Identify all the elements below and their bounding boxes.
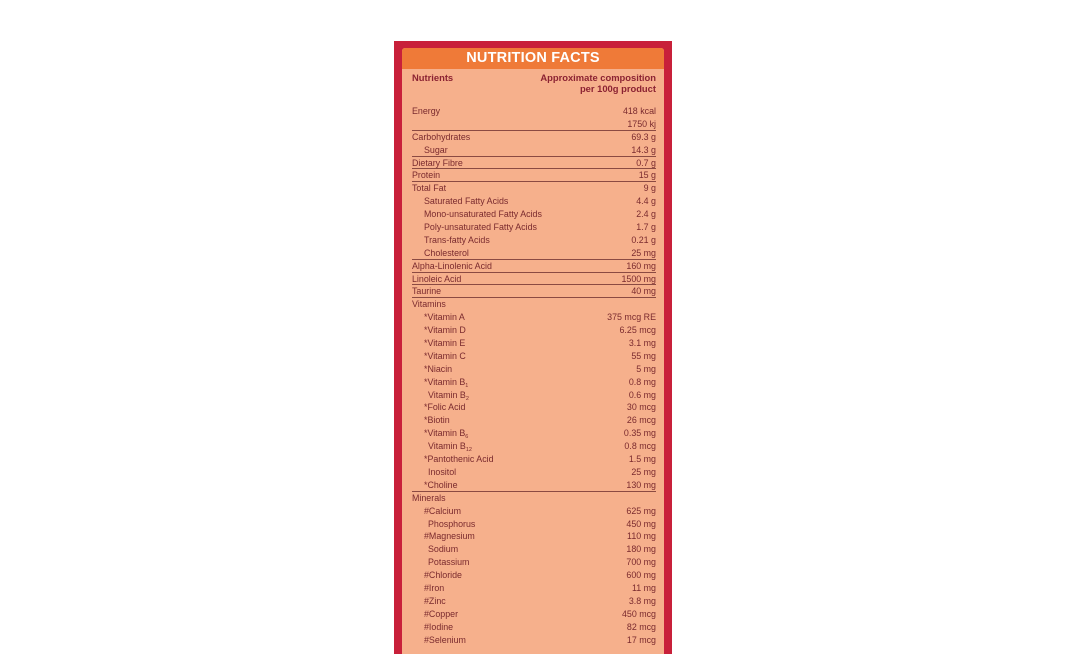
nutrient-value: 14.3 g: [631, 144, 656, 155]
nutrient-value: 1750 kj: [627, 118, 656, 129]
nutrient-name: [428, 389, 469, 402]
nutrient-row: [402, 118, 664, 131]
nutrient-name: [424, 234, 490, 247]
nutrient-name: [424, 595, 446, 608]
nutrient-row: [402, 221, 664, 234]
nutrient-row: [402, 479, 664, 492]
nutrient-name: [428, 518, 475, 531]
nutrient-name-text: Vitamin B: [428, 389, 466, 400]
nutrient-name-text: Potassium: [428, 557, 470, 568]
nutrient-row: [402, 337, 664, 350]
nutrient-row: [402, 569, 664, 582]
nutrient-value: 26 mcg: [626, 415, 656, 426]
nutrient-row: [402, 144, 664, 157]
nutrient-name: [424, 311, 465, 324]
nutrient-subscript: 6: [465, 434, 469, 441]
nutrient-name-text: Trans-fatty Acids: [424, 234, 490, 245]
nutrient-value: 700 mg: [626, 557, 656, 568]
nutrient-name: [428, 556, 469, 569]
nutrient-row: [402, 311, 664, 324]
nutrients-column-header: Nutrients: [412, 72, 454, 83]
nutrient-name-text: Carbohydrates: [412, 131, 471, 142]
nutrient-name-text: Taurine: [412, 286, 442, 297]
nutrient-value: 130 mg: [626, 479, 656, 490]
nutrient-name-text: *Vitamin B: [424, 428, 466, 439]
nutrient-value: 17 mcg: [626, 634, 656, 645]
nutrient-row: [402, 466, 664, 479]
nutrient-value: 1.7 g: [636, 222, 656, 233]
nutrient-name-text: #Iron: [424, 582, 445, 593]
nutrient-row: [402, 208, 664, 221]
nutrient-row: [402, 157, 664, 170]
nutrient-row: [402, 440, 664, 453]
nutrient-name: [424, 401, 465, 414]
nutrient-value: 625 mg: [626, 505, 656, 516]
nutrient-name-text: Inositol: [428, 466, 457, 477]
nutrient-row: [402, 234, 664, 247]
nutrient-row: [402, 543, 664, 556]
nutrient-row: [402, 608, 664, 621]
nutrient-name: [424, 195, 508, 208]
nutrient-row: [402, 621, 664, 634]
nutrient-name-text: Cholesterol: [424, 247, 469, 258]
nutrient-name-text: #Selenium: [424, 634, 466, 645]
nutrient-value: 40 mg: [631, 286, 656, 297]
nutrient-name-text: Poly-unsaturated Fatty Acids: [424, 222, 537, 233]
nutrient-row: [402, 182, 664, 195]
nutrient-row: [402, 595, 664, 608]
nutrient-name: [412, 273, 461, 286]
nutrition-panel: [394, 41, 672, 654]
nutrient-row: [402, 131, 664, 144]
nutrient-row: [402, 401, 664, 414]
nutrient-name: [424, 427, 468, 440]
nutrient-row: [402, 350, 664, 363]
nutrient-value: 55 mg: [631, 350, 656, 361]
nutrient-value: 450 mg: [626, 518, 656, 529]
nutrient-value: 30 mcg: [626, 402, 656, 413]
nutrient-name: [424, 324, 466, 337]
nutrient-name-text: *Folic Acid: [424, 402, 466, 413]
nutrient-row: [402, 363, 664, 376]
nutrient-subscript: 2: [465, 395, 469, 402]
nutrient-name-text: *Choline: [424, 479, 458, 490]
nutrient-value: 0.8 mg: [628, 376, 656, 387]
nutrient-name: [412, 285, 441, 298]
nutrient-value: 15 g: [638, 170, 656, 181]
nutrient-row: [402, 556, 664, 569]
nutrient-row: [402, 285, 664, 298]
nutrient-name-text: #Calcium: [424, 505, 461, 516]
nutrient-row: [402, 582, 664, 595]
nutrient-name-text: Saturated Fatty Acids: [424, 196, 509, 207]
nutrient-row: [402, 530, 664, 543]
nutrient-name: [412, 157, 463, 170]
nutrient-value: 9 g: [643, 183, 656, 194]
nutrient-name: [412, 169, 440, 182]
nutrient-name: [412, 492, 446, 505]
nutrient-name-text: Minerals: [412, 492, 446, 503]
nutrient-subscript: 1: [465, 382, 469, 389]
nutrient-name-text: Vitamins: [412, 299, 446, 310]
nutrient-value: 1500 mg: [621, 273, 656, 284]
nutrient-value: 160 mg: [626, 260, 656, 271]
nutrient-name-text: *Vitamin B: [424, 376, 466, 387]
nutrient-value: 3.8 mg: [628, 595, 656, 606]
nutrient-name-text: *Biotin: [424, 415, 450, 426]
nutrient-name: [412, 298, 446, 311]
nutrient-name: [424, 453, 494, 466]
nutrient-value: 0.21 g: [631, 234, 656, 245]
nutrient-name-text: Vitamin B: [428, 441, 466, 452]
nutrient-row: [402, 389, 664, 402]
nutrient-name-text: #Chloride: [424, 570, 462, 581]
nutrient-name: [424, 363, 452, 376]
nutrient-name: [424, 479, 458, 492]
nutrient-name: [424, 350, 466, 363]
nutrient-row: [402, 273, 664, 286]
nutrient-value: 25 mg: [631, 247, 656, 258]
nutrient-name-text: *Vitamin E: [424, 338, 466, 349]
nutrient-name: [424, 247, 469, 260]
composition-header-line1: Approximate composition: [540, 72, 656, 83]
nutrient-name: [412, 182, 446, 195]
nutrient-row: [402, 427, 664, 440]
nutrient-name-text: Dietary Fibre: [412, 157, 463, 168]
nutrient-value: 69.3 g: [631, 131, 656, 142]
nutrient-value: 11 mg: [631, 582, 656, 593]
nutrient-name-text: Sodium: [428, 544, 459, 555]
nutrient-value: 3.1 mg: [628, 338, 656, 349]
nutrient-value: 418 kcal: [622, 106, 656, 116]
nutrient-row: [402, 298, 664, 311]
table-header: [402, 69, 664, 103]
nutrient-row: [402, 105, 664, 118]
nutrient-row: [402, 324, 664, 337]
nutrient-row: [402, 169, 664, 182]
nutrient-name: [412, 105, 440, 118]
composition-header-line2: per 100g product: [579, 83, 656, 94]
nutrient-value: 25 mg: [631, 466, 656, 477]
nutrient-name: [424, 608, 458, 621]
nutrient-row: [402, 453, 664, 466]
nutrient-value: 4.4 g: [636, 196, 656, 207]
nutrient-value: 0.35 mg: [623, 428, 656, 439]
nutrient-name-text: #Iodine: [424, 621, 454, 632]
nutrient-name: [428, 543, 458, 556]
nutrient-name-text: Total Fat: [412, 183, 447, 194]
nutrient-name: [424, 414, 450, 427]
nutrient-name-text: Mono-unsaturated Fatty Acids: [424, 209, 542, 220]
nutrient-value: 180 mg: [626, 544, 656, 555]
nutrient-name: [412, 131, 470, 144]
nutrient-name: [428, 440, 472, 453]
nutrient-name: [428, 466, 456, 479]
nutrient-name-text: Linoleic Acid: [412, 273, 462, 284]
nutrient-name: [424, 530, 475, 543]
nutrient-name-text: Protein: [412, 170, 441, 181]
nutrient-name: [424, 582, 444, 595]
nutrient-value: 5 mg: [636, 363, 656, 374]
nutrient-name: [424, 621, 453, 634]
nutrient-row: [402, 492, 664, 505]
composition-column-header: [540, 72, 656, 94]
nutrient-name-text: *Vitamin C: [424, 350, 466, 361]
nutrient-row: [402, 376, 664, 389]
nutrient-row: [402, 195, 664, 208]
nutrient-name-text: *Pantothenic Acid: [424, 454, 494, 465]
nutrient-subscript: 12: [465, 447, 472, 454]
nutrient-row: [402, 505, 664, 518]
nutrient-name-text: *Niacin: [424, 363, 453, 374]
nutrient-name: [424, 569, 462, 582]
nutrient-name-text: Energy: [412, 106, 441, 116]
nutrient-name-text: Sugar: [424, 144, 448, 155]
nutrient-name: [424, 208, 542, 221]
nutrient-name: [424, 634, 466, 647]
nutrient-value: 1.5 mg: [628, 454, 656, 465]
nutrient-name: [412, 260, 492, 273]
nutrient-name-text: Alpha-Linolenic Acid: [412, 260, 492, 271]
nutrition-card: [402, 48, 664, 654]
nutrient-value: 0.7 g: [636, 157, 656, 168]
nutrient-name-text: *Vitamin D: [424, 325, 466, 336]
nutrient-rows: [402, 105, 664, 646]
nutrient-row: [402, 634, 664, 647]
nutrient-row: [402, 260, 664, 273]
nutrient-row: [402, 247, 664, 260]
nutrient-name: [424, 221, 537, 234]
nutrient-name-text: Phosphorus: [428, 518, 476, 529]
nutrient-value: 0.6 mg: [628, 389, 656, 400]
nutrient-value: 2.4 g: [636, 209, 656, 220]
nutrient-name-text: #Copper: [424, 608, 459, 619]
nutrient-value: 375 mcg RE: [607, 312, 656, 323]
nutrient-value: 600 mg: [626, 570, 656, 581]
nutrient-value: 6.25 mcg: [619, 325, 656, 336]
nutrition-title: NUTRITION FACTS: [402, 48, 664, 69]
nutrient-name: [424, 505, 461, 518]
nutrient-name: [424, 376, 468, 389]
nutrient-name: [424, 337, 465, 350]
nutrient-row: [402, 518, 664, 531]
nutrient-value: 110 mg: [627, 531, 656, 542]
nutrient-value: 82 mcg: [626, 621, 656, 632]
nutrient-name-text: #Magnesium: [424, 531, 475, 542]
nutrient-value: 0.8 mcg: [624, 441, 656, 452]
nutrient-row: [402, 414, 664, 427]
nutrient-name-text: #Zinc: [424, 595, 446, 606]
nutrient-name: [424, 144, 448, 157]
nutrient-name-text: *Vitamin A: [424, 312, 465, 323]
nutrient-value: 450 mcg: [621, 608, 656, 619]
